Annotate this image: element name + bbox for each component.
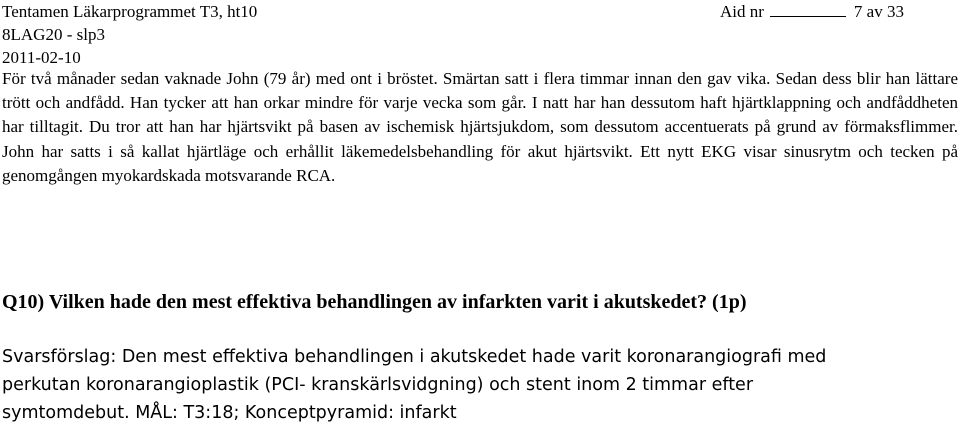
header-row-3 bbox=[2, 46, 932, 69]
answer-line: Svarsförslag: Den mest effektiva behandlingen i akutskedet hade varit koronarangiografi med bbox=[2, 347, 827, 367]
header-row-1 bbox=[2, 0, 932, 23]
aid-section bbox=[720, 0, 904, 23]
course-code: 8LAG20 - slp3 bbox=[2, 25, 105, 44]
header-row-2 bbox=[2, 23, 932, 46]
answer-suggestion bbox=[2, 343, 958, 427]
exam-title: Tentamen Läkarprogrammet T3, ht10 bbox=[2, 2, 258, 21]
case-description: För två månader sedan vaknade John (79 år) med ont i bröstet. Smärtan satt i flera timmar innan den gav vika. Sedan dess blir han lättare trött och andfådd. Han tycker att han orkar mindre för varje vecka som går. I natt har han dessutom haft hjärtklappning och andfåddheten har tilltagit. Du tror att han har hjärtsvikt på basen av ischemisk hjärtsjukdom, som dessutom accentuerats på grund av förmaksflimmer. John har satts i så kallat hjärtläge och erhållit läkemedelsbehandling för akut hjärtsvikt. Ett nytt EKG visar sinusrytm och tecken på genomgången myokardskada motsvarande RCA. bbox=[2, 69, 958, 185]
aid-label: Aid nr bbox=[720, 2, 764, 21]
aid-number-blank bbox=[770, 0, 846, 17]
question-q10: Q10) Vilken hade den mest effektiva behandlingen av infarkten varit i akutskedet? (1p) bbox=[2, 291, 747, 313]
answer-line: perkutan koronarangioplastik (PCI- kranskärlsvidgning) och stent inom 2 timmar efter bbox=[2, 375, 754, 395]
page-info: 7 av 33 bbox=[853, 2, 904, 21]
page-header bbox=[2, 0, 932, 69]
answer-line: symtomdebut. MÅL: T3:18; Konceptpyramid: infarkt bbox=[2, 403, 457, 423]
exam-date: 2011-02-10 bbox=[2, 48, 81, 67]
